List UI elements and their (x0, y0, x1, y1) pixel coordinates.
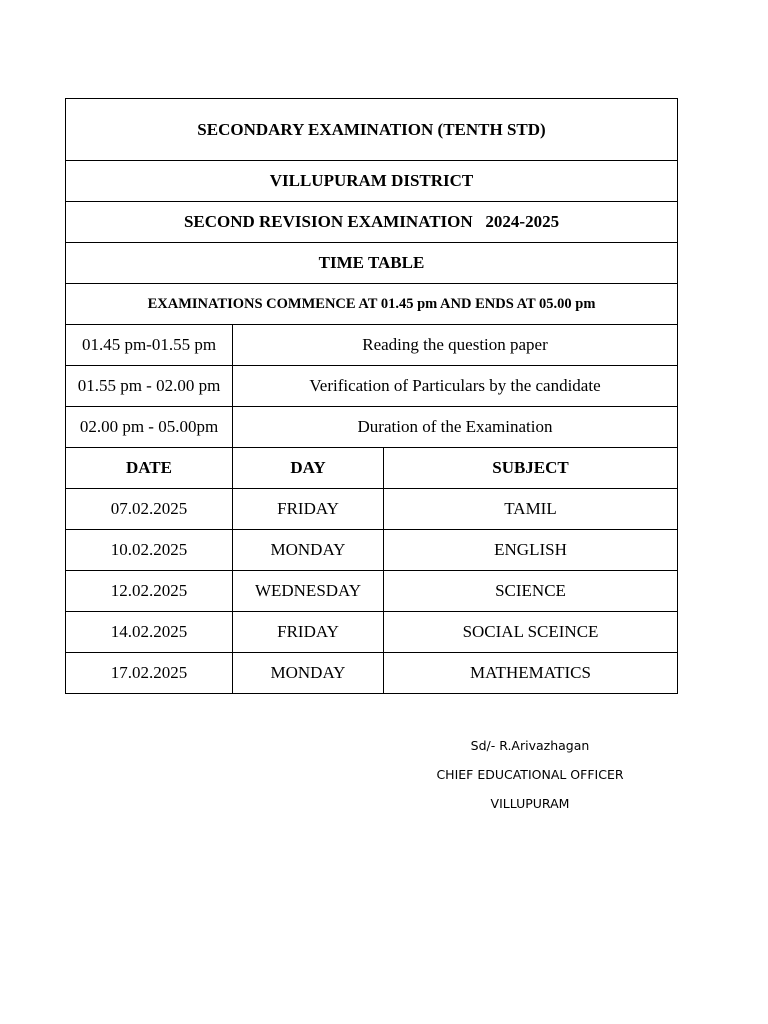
exam-date: 17.02.2025 (66, 653, 233, 694)
exam-subject: ENGLISH (384, 530, 678, 571)
exam-name-row (66, 202, 678, 243)
schedule-row (66, 407, 678, 448)
schedule-time: 01.55 pm - 02.00 pm (66, 366, 233, 407)
document-title: SECONDARY EXAMINATION (TENTH STD) (66, 99, 678, 161)
exam-day: WEDNESDAY (233, 571, 384, 612)
exam-row (66, 489, 678, 530)
column-header-date: DATE (66, 448, 233, 489)
exam-day: MONDAY (233, 530, 384, 571)
district-name: VILLUPURAM DISTRICT (66, 161, 678, 202)
schedule-activity: Verification of Particulars by the candidate (233, 366, 678, 407)
exam-row (66, 612, 678, 653)
title-row (66, 99, 678, 161)
section-heading: TIME TABLE (66, 243, 678, 284)
schedule-activity: Duration of the Examination (233, 407, 678, 448)
section-row (66, 243, 678, 284)
exam-timetable (65, 98, 678, 694)
district-row (66, 161, 678, 202)
schedule-row (66, 325, 678, 366)
exam-date: 14.02.2025 (66, 612, 233, 653)
exam-day: FRIDAY (233, 489, 384, 530)
exam-subject: TAMIL (384, 489, 678, 530)
exam-subject: SCIENCE (384, 571, 678, 612)
schedule-row (66, 366, 678, 407)
column-header-row (66, 448, 678, 489)
schedule-time: 01.45 pm-01.55 pm (66, 325, 233, 366)
column-header-day: DAY (233, 448, 384, 489)
timing-note: EXAMINATIONS COMMENCE AT 01.45 pm AND ENDS AT 05.00 pm (66, 284, 678, 325)
signatory-place: VILLUPURAM (490, 796, 570, 811)
signatory-designation: CHIEF EDUCATIONAL OFFICER (436, 767, 624, 782)
exam-date: 07.02.2025 (66, 489, 233, 530)
exam-subject: MATHEMATICS (384, 653, 678, 694)
exam-date: 10.02.2025 (66, 530, 233, 571)
exam-row (66, 530, 678, 571)
exam-day: MONDAY (233, 653, 384, 694)
signatory-name: Sd/- R.Arivazhagan (470, 738, 590, 753)
column-header-subject: SUBJECT (384, 448, 678, 489)
schedule-time: 02.00 pm - 05.00pm (66, 407, 233, 448)
exam-name: SECOND REVISION EXAMINATION 2024-2025 (66, 202, 678, 243)
exam-day: FRIDAY (233, 612, 384, 653)
schedule-activity: Reading the question paper (233, 325, 678, 366)
exam-date: 12.02.2025 (66, 571, 233, 612)
exam-subject: SOCIAL SCEINCE (384, 612, 678, 653)
exam-row (66, 653, 678, 694)
signature-block (420, 735, 640, 822)
timing-note-row (66, 284, 678, 325)
exam-row (66, 571, 678, 612)
